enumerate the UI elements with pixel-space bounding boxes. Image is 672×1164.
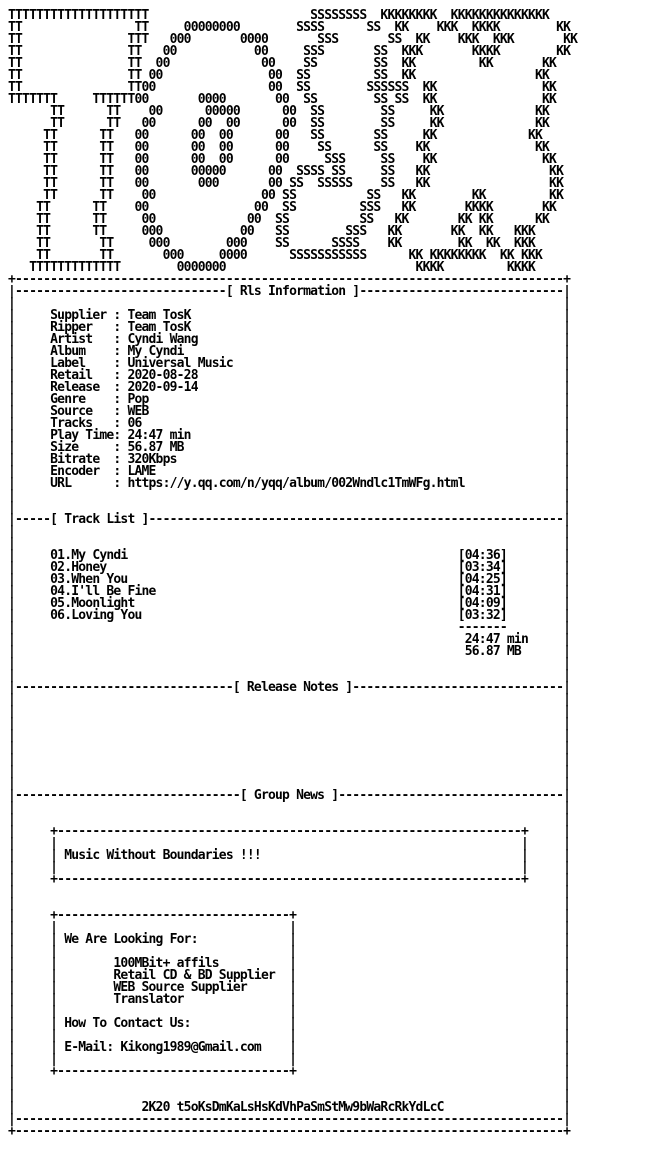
nfo-line: | Supplier : Team TosK | [8,308,571,323]
nfo-line: TT TT 00 000 00 SS SSSSS SS KK KK [8,176,564,191]
nfo-line: | | [8,1088,571,1103]
nfo-line: | Release : 2020-09-14 | [8,380,571,395]
nfo-line: | | Music Without Boundaries !!! | | [8,848,571,863]
nfo-line: | | [8,668,571,683]
nfo-line: | URL : https://y.qq.com/n/yqq/album/002Wndlc1TmWFg.html | [8,476,571,491]
nfo-line: | | | | [8,836,571,851]
nfo-line: | | [8,728,571,743]
nfo-line: | | [8,704,571,719]
nfo-line: | | [8,296,571,311]
nfo-line: TT TT 00 00 SS SS KK KK [8,68,550,83]
nfo-line: | | Retail CD & BD Supplier | | [8,968,571,983]
nfo-line: | | | | [8,944,571,959]
nfo-line: | Artist : Cyndi Wang | [8,332,571,347]
nfo-line: | Retail : 2020-08-28 | [8,368,571,383]
nfo-line: TT TT 00 00000 00 SSSS SS SS KK KK [8,164,564,179]
nfo-line: | | How To Contact Us: | | [8,1016,571,1031]
nfo-line: |-----[ Track List ]-----------------------------------------------------------| [8,512,571,527]
nfo-line: | | [8,884,571,899]
nfo-line: TT TTT 000 0000 SSS SS KK KKK KKK KK [8,32,578,47]
nfo-line: TT TT 000 000 SS SSSS KK KK KK KKK [8,236,536,251]
nfo-line: | 02.Honey [03:34] | [8,560,571,575]
nfo-line: | Label : Universal Music | [8,356,571,371]
nfo-line: TT TT 00 00 00 00 SSS SS KK KK [8,152,557,167]
nfo-line: | | [8,656,571,671]
nfo-line: | Tracks : 06 | [8,416,571,431]
nfo-line: | 05.Moonlight [04:09] | [8,596,571,611]
nfo-line: TTTTTTTTTTTTTTTTTTTT SSSSSSSS KKKKKKKK KKKKKKKKKKKKKK [8,8,550,23]
nfo-line: TT TT 00 00 00 00 SS SS KK KK [8,140,550,155]
nfo-line: | | WEB Source Supplier | | [8,980,571,995]
nfo-line: |------------------------------[ Rls Information ]-----------------------------| [8,284,571,299]
nfo-line: | | [8,500,571,515]
nfo-line: TT TT 000 0000 SSSSSSSSSSS KK KKKKKKKK KK KKK [8,248,543,263]
nfo-line: | | Translator | | [8,992,571,1007]
nfo-line: TT TT 00 00 SS SS KK KK KK [8,188,564,203]
nfo-line: TTTTTTT TTTTTT00 0000 00 SS SS SS KK KK [8,92,557,107]
nfo-line: |--------------------------------[ Group News ]--------------------------------| [8,788,571,803]
nfo-line: | | [8,536,571,551]
nfo-line: | | [8,800,571,815]
nfo-line: | | 100MBit+ affils | | [8,956,571,971]
nfo-line: | ------- | [8,620,571,635]
nfo-line: | +---------------------------------+ | [8,908,571,923]
nfo-line: | | [8,896,571,911]
nfo-line: | | We Are Looking For: | | [8,932,571,947]
nfo-line: | | | | [8,1004,571,1019]
nfo-line: TTTTTTTTTTTTT 0000000 KKKK KKKK [8,260,536,275]
nfo-line: TT TT 00 00000 00 SS SS KK KK [8,104,550,119]
nfo-line: TT TT 00 00 00 00 SS SS KK KK [8,128,543,143]
nfo-line: | | [8,740,571,755]
nfo-line: | Source : WEB | [8,404,571,419]
nfo-line: | +------------------------------------------------------------------+ | [8,872,571,887]
nfo-line: | Encoder : LAME | [8,464,571,479]
nfo-line: | | [8,488,571,503]
nfo-line: | | [8,716,571,731]
nfo-line: | Size : 56.87 MB | [8,440,571,455]
nfo-line: +------------------------------------------------------------------------------+ [8,272,571,287]
nfo-line: TT TT 00 00 SSS SS KKK KKKK KK [8,44,571,59]
nfo-line: |-------------------------------[ Release Notes ]------------------------------| [8,680,571,695]
nfo-line: | 01.My Cyndi [04:36] | [8,548,571,563]
nfo-line: TT TT 00 00 SS SS KK KK KK KK [8,212,550,227]
nfo-line: | 24:47 min | [8,632,571,647]
nfo-line: | Play Time: 24:47 min | [8,428,571,443]
nfo-line: | +---------------------------------+ | [8,1064,571,1079]
nfo-line: | 04.I'll Be Fine [04:31] | [8,584,571,599]
nfo-line: | 56.87 MB | [8,644,571,659]
nfo-line: TT TT00 00 SS SSSSSS KK KK [8,80,557,95]
nfo-line: | Bitrate : 320Kbps | [8,452,571,467]
nfo-line: TT TT 00 00 SS SSS KK KKKK KK [8,200,557,215]
nfo-line: +------------------------------------------------------------------------------+ [8,1124,571,1139]
nfo-line: TT TT 000 00 SS SSS KK KK KK KKK [8,224,536,239]
nfo-line: | Genre : Pop | [8,392,571,407]
nfo-line: | Album : My Cyndi | [8,344,571,359]
nfo-line: | | [8,812,571,827]
nfo-line: | | [8,1076,571,1091]
nfo-line: | | | | [8,860,571,875]
nfo-line: | | [8,776,571,791]
nfo-line: |------------------------------------------------------------------------------| [8,1112,571,1127]
nfo-line: | | | | [8,1028,571,1043]
nfo-line: TT TT 00000000 SSSS SS KK KKK KKKK KK [8,20,571,35]
nfo-line: | | | | [8,920,571,935]
nfo-line: | | E-Mail: Kikong1989@Gmail.com | | [8,1040,571,1055]
nfo-line: | | [8,524,571,539]
nfo-line: | | | | [8,1052,571,1067]
nfo-line: | +------------------------------------------------------------------+ | [8,824,571,839]
nfo-line: TT TT 00 00 SS SS KK KK KK [8,56,557,71]
nfo-line: TT TT 00 00 00 00 SS SS KK KK [8,116,550,131]
nfo-line: | | [8,764,571,779]
nfo-line: | 03.When You [04:25] | [8,572,571,587]
nfo-line: | Ripper : Team TosK | [8,320,571,335]
nfo-line: | 06.Loving You [03:32] | [8,608,571,623]
nfo-line: | 2K20 t5oKsDmKaLsHsKdVhPaSmStMw9bWaRcRkYdLcC | [8,1100,571,1115]
nfo-line: | | [8,692,571,707]
nfo-line: | | [8,752,571,767]
